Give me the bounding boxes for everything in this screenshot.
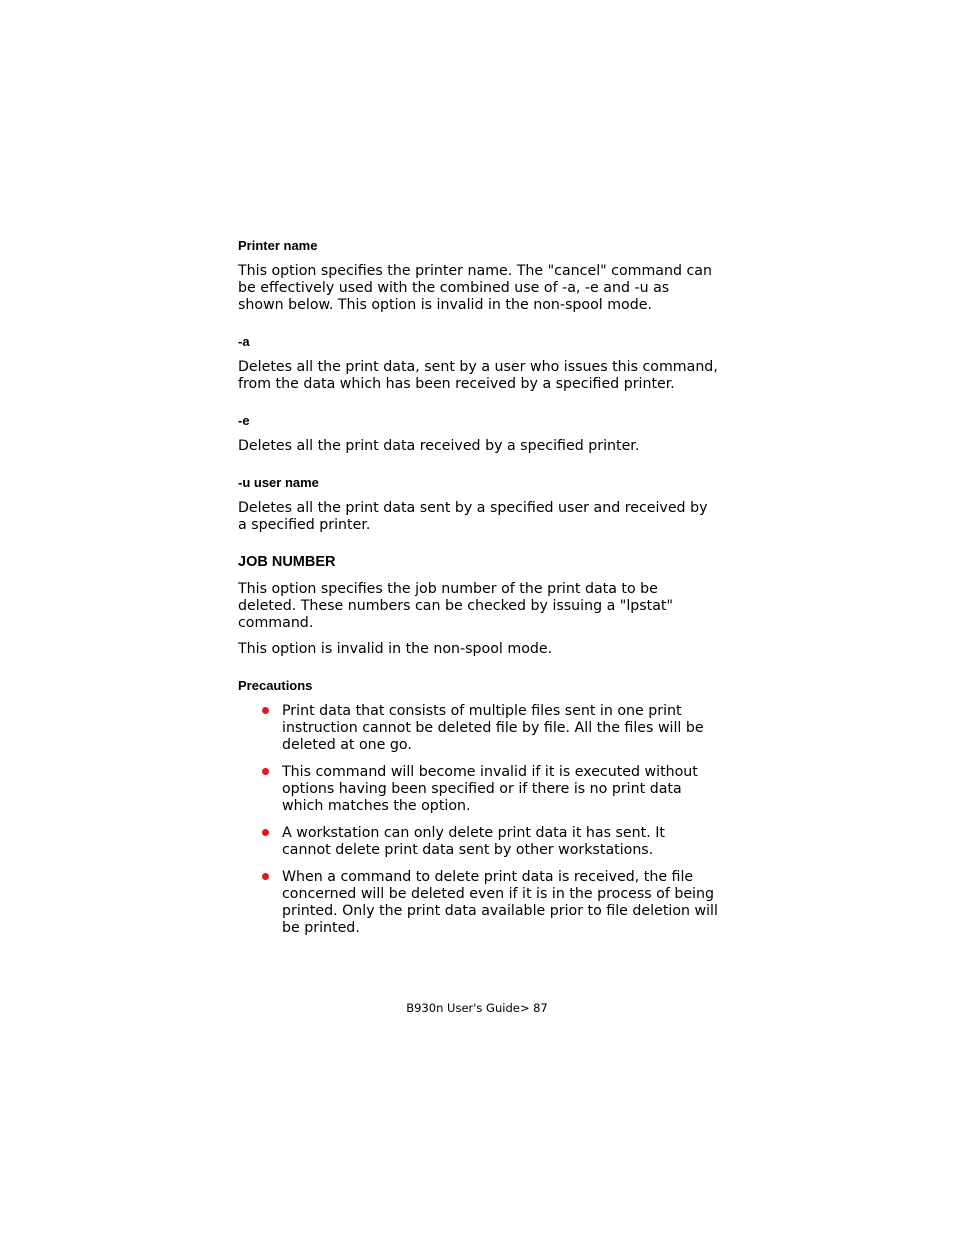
bullet-dot-icon: [262, 707, 269, 714]
precautions-list: [238, 703, 718, 937]
option-e-heading: -e: [238, 413, 250, 428]
bullet-dot-icon: [262, 768, 269, 775]
document-body: [238, 237, 718, 947]
list-item-text: A workstation can only delete print data it has sent. It cannot delete print data sent by other workstations.: [282, 825, 665, 858]
option-a-heading: -a: [238, 334, 250, 349]
job-number-paragraph-2: This option is invalid in the non-spool mode.: [238, 641, 553, 657]
page-footer: B930n User's Guide> 87: [406, 1001, 548, 1015]
option-u-paragraph: Deletes all the print data sent by a specified user and received by a specified printer.: [238, 500, 708, 533]
job-number-paragraph-1: This option specifies the job number of the print data to be deleted. These numbers can be checked by issuing a "lpstat" command.: [238, 581, 674, 631]
list-item: [238, 764, 718, 815]
printer-name-heading: Printer name: [238, 238, 318, 253]
option-a-paragraph: Deletes all the print data, sent by a user who issues this command, from the data which has been received by a specified printer.: [238, 359, 718, 392]
bullet-dot-icon: [262, 829, 269, 836]
list-item: [238, 825, 718, 859]
list-item: [238, 703, 718, 754]
list-item: [238, 869, 718, 937]
bullet-dot-icon: [262, 873, 269, 880]
option-e-paragraph: Deletes all the print data received by a specified printer.: [238, 438, 640, 454]
printer-name-paragraph: This option specifies the printer name. The "cancel" command can be effectively used with the combined use of -a, -e and -u as shown below. This option is invalid in the non-spool mode.: [238, 263, 712, 313]
precautions-heading: Precautions: [238, 678, 313, 693]
option-u-heading: -u user name: [238, 475, 319, 490]
list-item-text: This command will become invalid if it is executed without options having been specified or if there is no print data which matches the option.: [282, 764, 698, 814]
list-item-text: When a command to delete print data is received, the file concerned will be deleted even if it is in the process of being printed. Only the print data available prior to file deletion will be printed.: [282, 869, 718, 936]
list-item-text: Print data that consists of multiple files sent in one print instruction cannot be deleted file by file. All the files will be deleted at one go.: [282, 703, 704, 753]
job-number-heading: JOB NUMBER: [238, 554, 336, 570]
